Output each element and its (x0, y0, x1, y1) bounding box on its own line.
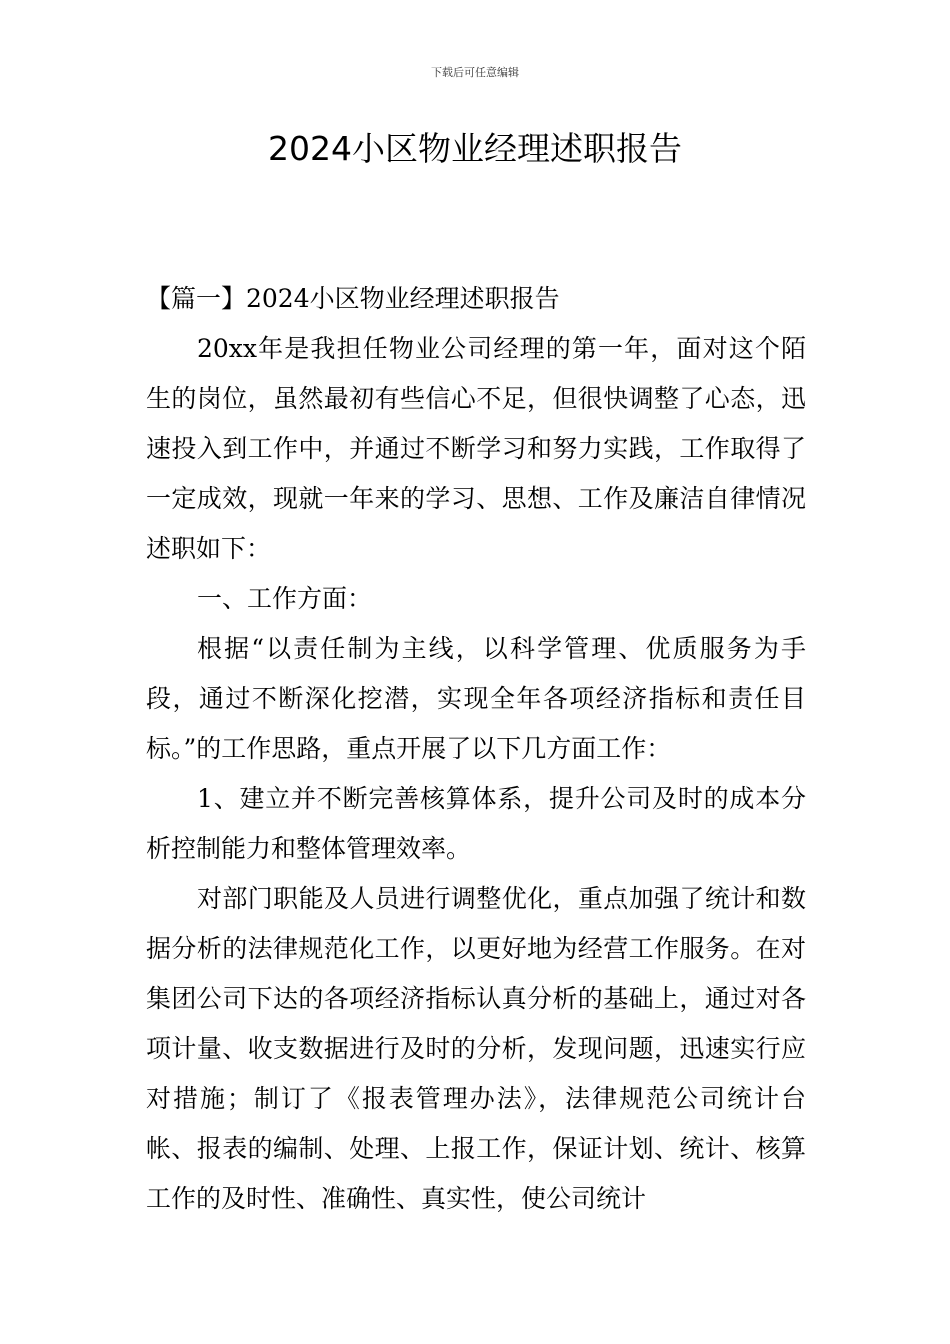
paragraph-item-1: 1、建立并不断完善核算体系，提升公司及时的成本分析控制能力和整体管理效率。 (146, 784, 806, 863)
document-body (146, 274, 806, 1224)
document-title: 2024小区物业经理述职报告 (268, 129, 682, 168)
paragraph-item-1-detail: 对部门职能及人员进行调整优化，重点加强了统计和数据分析的法律规范化工作，以更好地为经营工作服务。在对集团公司下达的各项经济指标认真分析的基础上，通过对各项计量、收支数据进行及时的分析，发现问题，迅速实行应对措施；制订了《报表管理办法》，法律规范公司统计台帐、报表的编制、处理、上报工作，保证计划、统计、核算工作的及时性、准确性、真实性，使公司统计 (146, 884, 806, 1213)
paragraph-work-heading: 一、工作方面： (197, 584, 373, 613)
section-heading: 【篇一】2024小区物业经理述职报告 (146, 284, 560, 313)
paragraph-intro: 20xx年是我担任物业公司经理的第一年，面对这个陌生的岗位，虽然最初有些信心不足，但很快调整了心态，迅速投入到工作中，并通过不断学习和努力实践，工作取得了一定成效，现就一年来的学习、思想、工作及廉洁自律情况述职如下： (146, 334, 806, 563)
header-note: 下载后可任意编辑 (431, 66, 519, 79)
paragraph-work-approach: 根据“以责任制为主线，以科学管理、优质服务为手段，通过不断深化挖潜，实现全年各项经济指标和责任目标。”的工作思路，重点开展了以下几方面工作： (146, 634, 806, 763)
